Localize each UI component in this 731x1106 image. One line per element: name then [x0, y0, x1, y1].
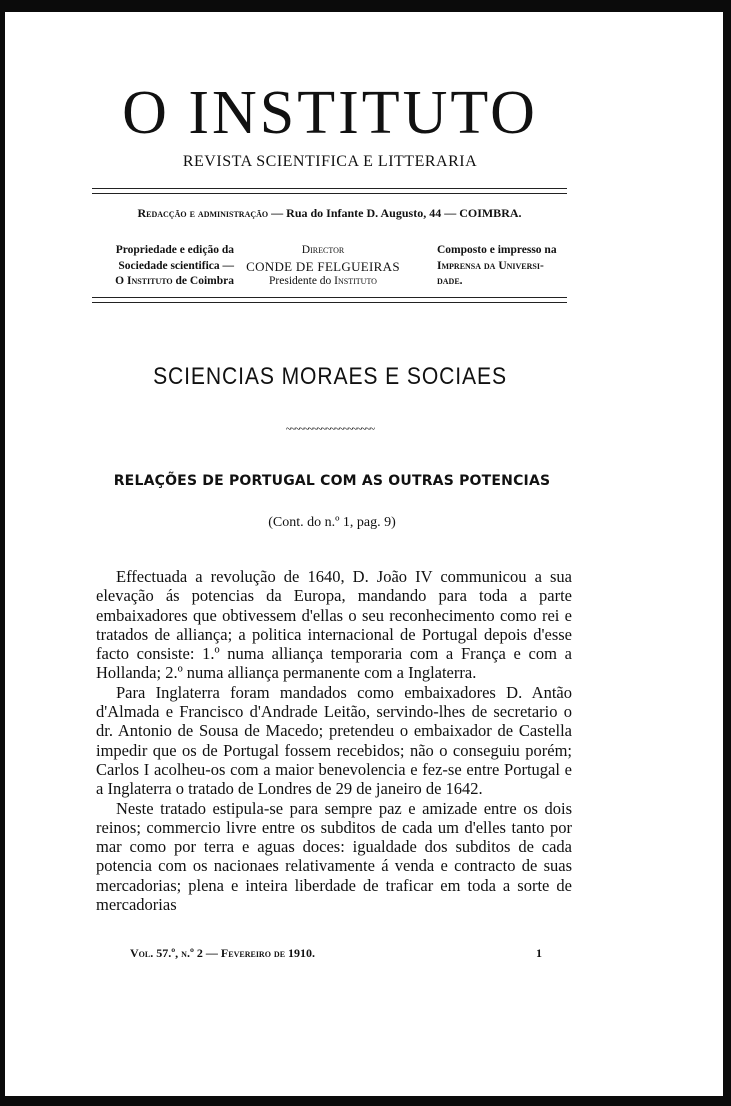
- editorial-address-line: [92, 205, 567, 221]
- ownership-line-3-suffix: de Coimbra: [172, 275, 234, 287]
- footer-volume-line: Vol. 57.º, n.º 2 — Fevereiro de 1910.: [130, 946, 316, 960]
- footer-signature-mark: 1: [536, 946, 542, 960]
- masthead-rule-top-2: [92, 193, 567, 194]
- body-paragraph-3: Neste tratado estipula-se para sempre paz e amizade entre os dois reinos; commercio livre entre os subditos de cada um d'elles tanto por mar como por terra e aguas doces: igualdade dos subditos de cada potencia com os nacionaes relativamente á venda e contracto de suas mercadorias; plena e inteira liberdade de traficar em toda a sorte de mercadorias: [96, 798, 572, 915]
- article-title: RELAÇÕES DE PORTUGAL COM AS OUTRAS POTENCIAS: [113, 473, 551, 489]
- section-heading: SCIENCIAS MORAES E SOCIAES: [153, 363, 507, 390]
- body-paragraph-1: Effectuada a revolução de 1640, D. João IV communicou a sua elevação ás potencias da Europa, mandando para toda a parte embaixadores que obtivessem d'ellas o seu reconhecimento como rei e tratados de alliança; a politica internacional de Portugal depois d'esse facto consiste: 1.º numa alliança temporaria com a França e com a Hollanda; 2.º numa alliança permanente com a Inglaterra.: [96, 567, 572, 683]
- masthead-rule-bottom-2: [92, 302, 567, 303]
- editorial-address: — Rua do Infante D. Augusto, 44 — COIMBRA.: [268, 206, 522, 220]
- printer-line-2: Imprensa da Universi-: [437, 259, 544, 272]
- director-role-institute: Instituto: [334, 275, 377, 287]
- masthead-rule-bottom-1: [92, 297, 567, 298]
- page-frame-bottom: [0, 1096, 731, 1106]
- page-frame-top: [0, 0, 731, 12]
- masthead-rule-top-1: [92, 188, 567, 189]
- printer-line-3: dade.: [437, 275, 463, 287]
- ownership-line-3-institute: Instituto: [126, 275, 173, 287]
- article-body: [96, 567, 572, 914]
- body-paragraph-2: Para Inglaterra foram mandados como embaixadores D. Antão d'Almada e Francisco d'Andrade Leitão, servindo-lhes de secretario o dr. Antonio de Sousa de Macedo; pretendeu o embaixador de Castella impedir que os de Portugal fossem recebidos; não o conseguiu porém; Carlos I acolheu-os com a maior benevolencia e fez-se entre Portugal e a Inglaterra o tratado de Londres de 29 de janeiro de 1642.: [96, 682, 572, 799]
- director-label: Director: [301, 244, 345, 256]
- journal-title: O INSTITUTO: [122, 79, 538, 147]
- section-ornament: ~~~~~~~~~~~~~~~~~~~~: [285, 424, 375, 435]
- editorial-label: Redacção e administração: [137, 206, 269, 220]
- ownership-line-2: Sociedade scientifica —: [118, 259, 234, 272]
- director-name: CONDE DE FELGUEIRAS: [246, 258, 400, 274]
- director-role: [240, 274, 406, 290]
- page-frame-right: [723, 0, 731, 1106]
- article-continuation-note: (Cont. do n.º 1, pag. 9): [268, 515, 396, 530]
- ownership-line-1: Propriedade e edição da: [115, 244, 234, 256]
- masthead-printer: [437, 243, 573, 290]
- ownership-line-3-prefix: O: [115, 275, 127, 287]
- ownership-line-3: [92, 274, 234, 290]
- journal-subtitle: REVISTA SCIENTIFICA E LITTERARIA: [182, 153, 478, 170]
- masthead-ownership: [92, 243, 234, 290]
- masthead-director: [240, 243, 406, 290]
- director-role-prefix: Presidente do: [269, 275, 335, 287]
- printer-line-1: Composto e impresso na: [437, 244, 557, 256]
